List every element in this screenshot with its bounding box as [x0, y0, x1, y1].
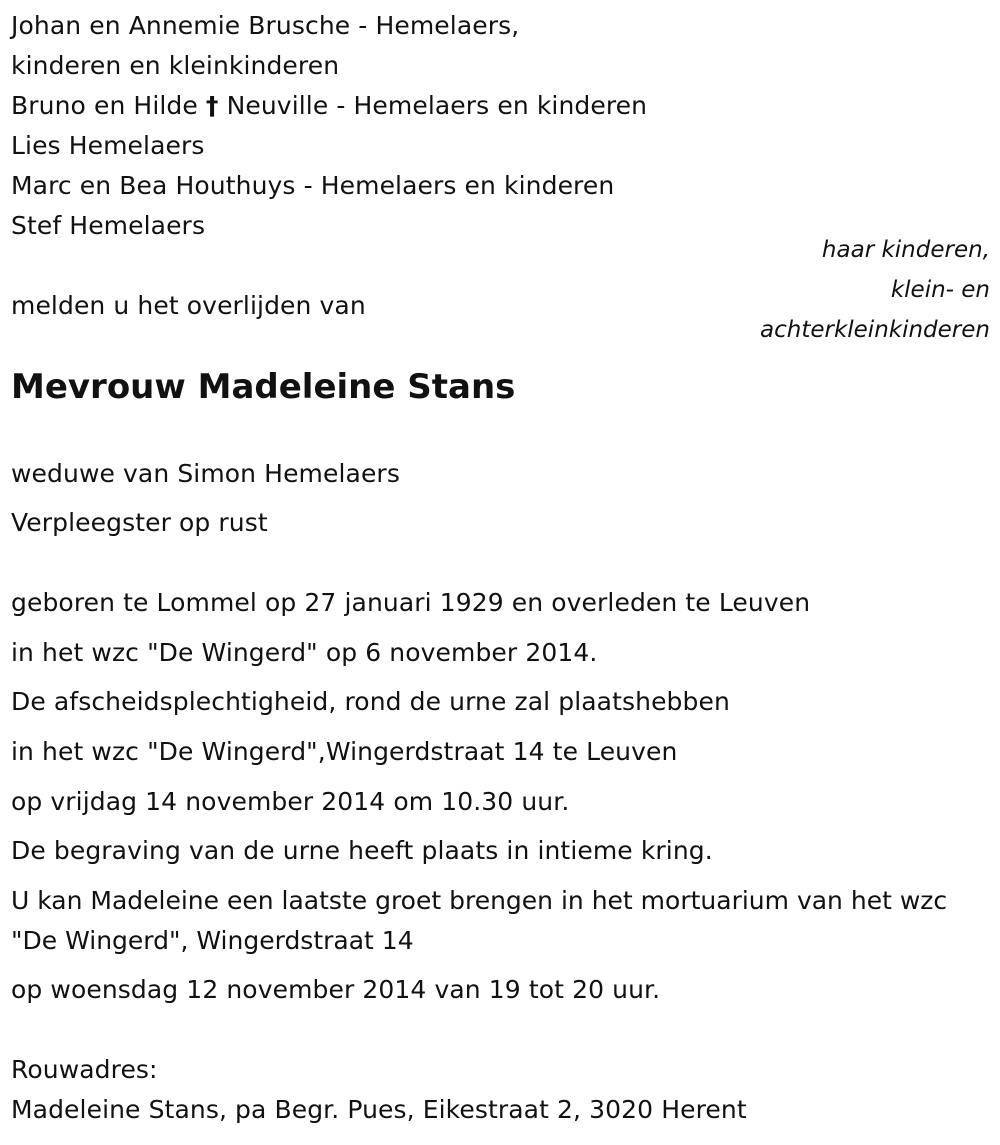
- address-label: Rouwadres:: [11, 1055, 158, 1084]
- family-line-4: Lies Hemelaers: [11, 131, 205, 160]
- family-line-2: kinderen en kleinkinderen: [11, 51, 340, 80]
- details-line-1: geboren te Lommel op 27 januari 1929 en overleden te Leuven: [11, 588, 811, 617]
- details-line-8: op woensdag 12 november 2014 van 19 tot 20 uur.: [11, 975, 661, 1004]
- details-line-6: De begraving van de urne heeft plaats in intieme kring.: [11, 836, 713, 865]
- family-line-1: Johan en Annemie Brusche - Hemelaers,: [11, 11, 520, 40]
- relatives-caption: [690, 230, 990, 350]
- details-line-2: in het wzc "De Wingerd" op 6 november 2014.: [11, 638, 598, 667]
- relatives-caption-line-3: achterkleinkinderen: [760, 317, 990, 343]
- family-line-6: Stef Hemelaers: [11, 211, 206, 240]
- deceased-name: Mevrouw Madeleine Stans: [11, 367, 516, 407]
- family-line-3-before: Bruno en Hilde: [11, 91, 206, 120]
- relatives-caption-line-2: klein- en: [890, 277, 990, 303]
- relatives-caption-line-1: haar kinderen,: [821, 237, 990, 263]
- family-line-5: Marc en Bea Houthuys - Hemelaers en kinderen: [11, 171, 615, 200]
- address-value: Madeleine Stans, pa Begr. Pues, Eikestraat 2, 3020 Herent: [11, 1095, 747, 1124]
- cross-icon: †: [205, 91, 219, 120]
- family-line-3-after: Neuville - Hemelaers en kinderen: [218, 91, 648, 120]
- announcement-intro: melden u het overlijden van: [11, 291, 366, 320]
- details-line-4: in het wzc "De Wingerd",Wingerdstraat 14 te Leuven: [11, 737, 678, 766]
- details-line-3: De afscheidsplechtigheid, rond de urne zal plaatshebben: [11, 687, 730, 716]
- family-line-3: [11, 86, 647, 126]
- details-line-5: op vrijdag 14 november 2014 om 10.30 uur.: [11, 787, 570, 816]
- profession: Verpleegster op rust: [11, 508, 268, 537]
- widow-of: weduwe van Simon Hemelaers: [11, 459, 400, 488]
- details-line-7: U kan Madeleine een laatste groet brengen in het mortuarium van het wzc "De Wingerd", Wingerdstraat 14: [11, 886, 948, 955]
